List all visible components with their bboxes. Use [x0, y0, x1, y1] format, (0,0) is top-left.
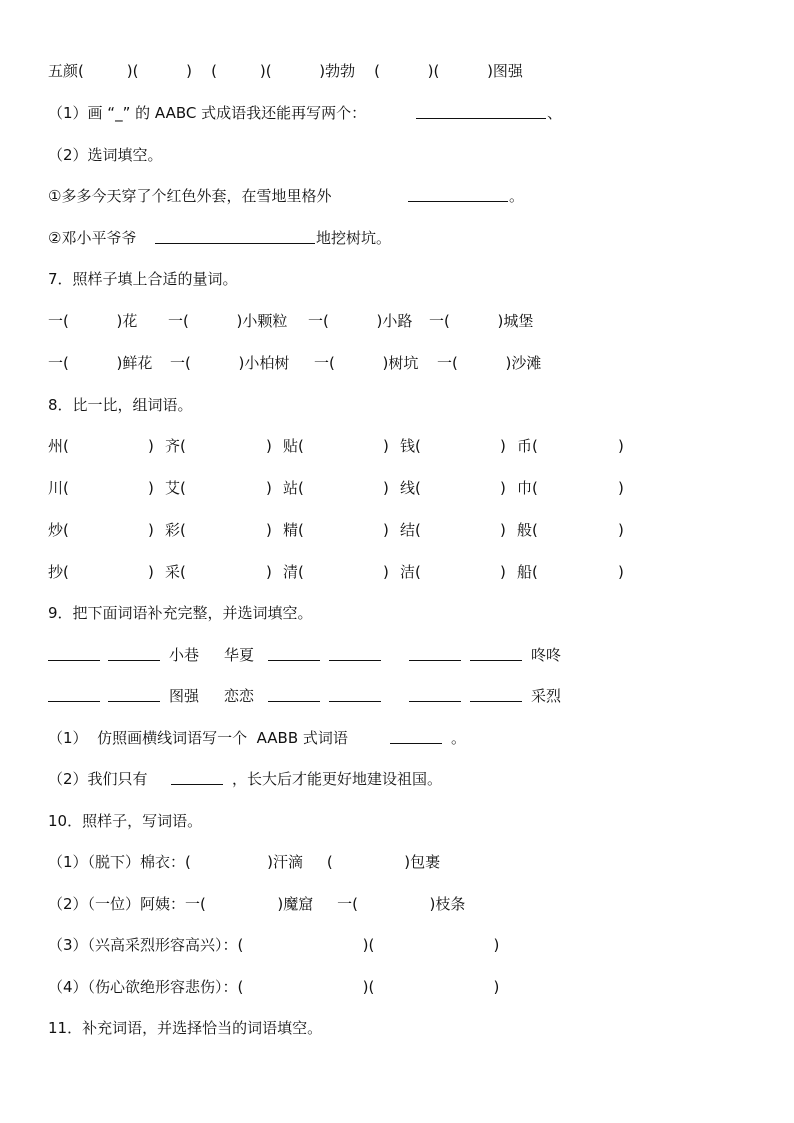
answer-blank[interactable]: [408, 201, 508, 202]
sentence-2-text: ②邓小平爷爷: [48, 229, 137, 247]
compare-char: 清(: [283, 563, 304, 581]
idiom-word: 咚咚: [531, 646, 562, 664]
close-paren: ): [266, 479, 272, 497]
idiom-word: 恋恋: [224, 687, 255, 705]
close-paren: ): [500, 437, 506, 455]
measure-item: 一( )树坑: [314, 354, 419, 372]
answer-blank[interactable]: [171, 784, 223, 785]
compare-char: 钱(: [400, 437, 421, 455]
compare-char: 洁(: [400, 563, 421, 581]
close-paren: ): [618, 563, 624, 581]
question-10-4: （4）（伤心欲绝形容悲伤）：( )( ): [48, 978, 500, 996]
answer-blank[interactable]: [155, 243, 315, 244]
measure-item: 一( )花: [48, 312, 138, 330]
compare-char: 站(: [283, 479, 304, 497]
question-1-text: （1）画 “_” 的 AABC 式成语我还能再写两个：: [48, 104, 367, 122]
measure-item: 一( )小柏树: [170, 354, 290, 372]
close-paren: ): [148, 437, 154, 455]
close-paren: ): [618, 521, 624, 539]
answer-blank[interactable]: [329, 701, 381, 702]
idiom-word: 华夏: [224, 646, 255, 664]
compare-char: 币(: [517, 437, 538, 455]
close-paren: ): [266, 521, 272, 539]
answer-blank[interactable]: [409, 660, 461, 661]
question-10-3: （3）（兴高采烈形容高兴）：( )( ): [48, 936, 500, 954]
question-9-title: 9．把下面词语补充完整，并选词填空。: [48, 604, 313, 622]
answer-blank[interactable]: [409, 701, 461, 702]
sentence-2-tail: 地挖树坑。: [316, 229, 392, 247]
compare-char: 线(: [400, 479, 421, 497]
answer-blank[interactable]: [108, 660, 160, 661]
compare-char: 齐(: [165, 437, 186, 455]
question-7-title: 7．照样子填上合适的量词。: [48, 270, 238, 288]
separator: 、: [547, 104, 563, 122]
measure-item: 一( )小路: [308, 312, 413, 330]
answer-blank[interactable]: [48, 701, 100, 702]
compare-char: 贴(: [283, 437, 304, 455]
compare-char: 采(: [165, 563, 186, 581]
close-paren: ): [266, 437, 272, 455]
compare-char: 彩(: [165, 521, 186, 539]
measure-item: 一( )小颗粒: [168, 312, 288, 330]
close-paren: ): [500, 479, 506, 497]
compare-char: 抄(: [48, 563, 69, 581]
close-paren: ): [148, 479, 154, 497]
compare-char: 船(: [517, 563, 538, 581]
close-paren: ): [148, 521, 154, 539]
answer-blank[interactable]: [470, 660, 522, 661]
idiom-word: 图强: [169, 687, 200, 705]
question-10-title: 10．照样子，写词语。: [48, 812, 203, 830]
answer-blank[interactable]: [268, 701, 320, 702]
close-paren: ): [266, 563, 272, 581]
answer-blank[interactable]: [470, 701, 522, 702]
sentence-end: 。: [451, 729, 467, 747]
idiom-row-1: 五颜( )( ) ( )( )勃勃 ( )( )图强: [48, 62, 523, 80]
compare-char: 精(: [283, 521, 304, 539]
question-11-title: 11．补充词语，并选择恰当的词语填空。: [48, 1019, 323, 1037]
close-paren: ): [383, 479, 389, 497]
close-paren: ): [618, 437, 624, 455]
answer-blank[interactable]: [390, 743, 442, 744]
close-paren: ): [500, 521, 506, 539]
question-8-title: 8．比一比，组词语。: [48, 396, 193, 414]
compare-char: 川(: [48, 479, 69, 497]
question-9-2-tail: ，长大后才能更好地建设祖国。: [232, 770, 443, 788]
compare-char: 般(: [517, 521, 538, 539]
question-2-title: （2）选词填空。: [48, 146, 163, 164]
sentence-1-text: ①多多今天穿了个红色外套，在雪地里格外: [48, 187, 332, 205]
answer-blank[interactable]: [416, 118, 546, 119]
compare-char: 炒(: [48, 521, 69, 539]
compare-char: 艾(: [165, 479, 186, 497]
answer-blank[interactable]: [48, 660, 100, 661]
close-paren: ): [383, 437, 389, 455]
idiom-word: 采烈: [531, 687, 562, 705]
question-10-2: （2）（一位）阿姨：一( )魔窟 一( )枝条: [48, 895, 466, 913]
question-9-1-text: （1） 仿照画横线词语写一个 AABB 式词语: [48, 729, 348, 747]
close-paren: ): [500, 563, 506, 581]
question-10-1: （1）（脱下）棉衣：( )汗滴 ( )包裹: [48, 853, 441, 871]
close-paren: ): [383, 563, 389, 581]
close-paren: ): [618, 479, 624, 497]
close-paren: ): [148, 563, 154, 581]
idiom-word: 小巷: [169, 646, 200, 664]
answer-blank[interactable]: [108, 701, 160, 702]
sentence-end: 。: [509, 187, 525, 205]
answer-blank[interactable]: [268, 660, 320, 661]
compare-char: 巾(: [517, 479, 538, 497]
compare-char: 州(: [48, 437, 69, 455]
compare-char: 结(: [400, 521, 421, 539]
measure-item: 一( )沙滩: [437, 354, 542, 372]
measure-item: 一( )鲜花: [48, 354, 153, 372]
question-9-2-text: （2）我们只有: [48, 770, 148, 788]
answer-blank[interactable]: [329, 660, 381, 661]
close-paren: ): [383, 521, 389, 539]
measure-item: 一( )城堡: [429, 312, 534, 330]
